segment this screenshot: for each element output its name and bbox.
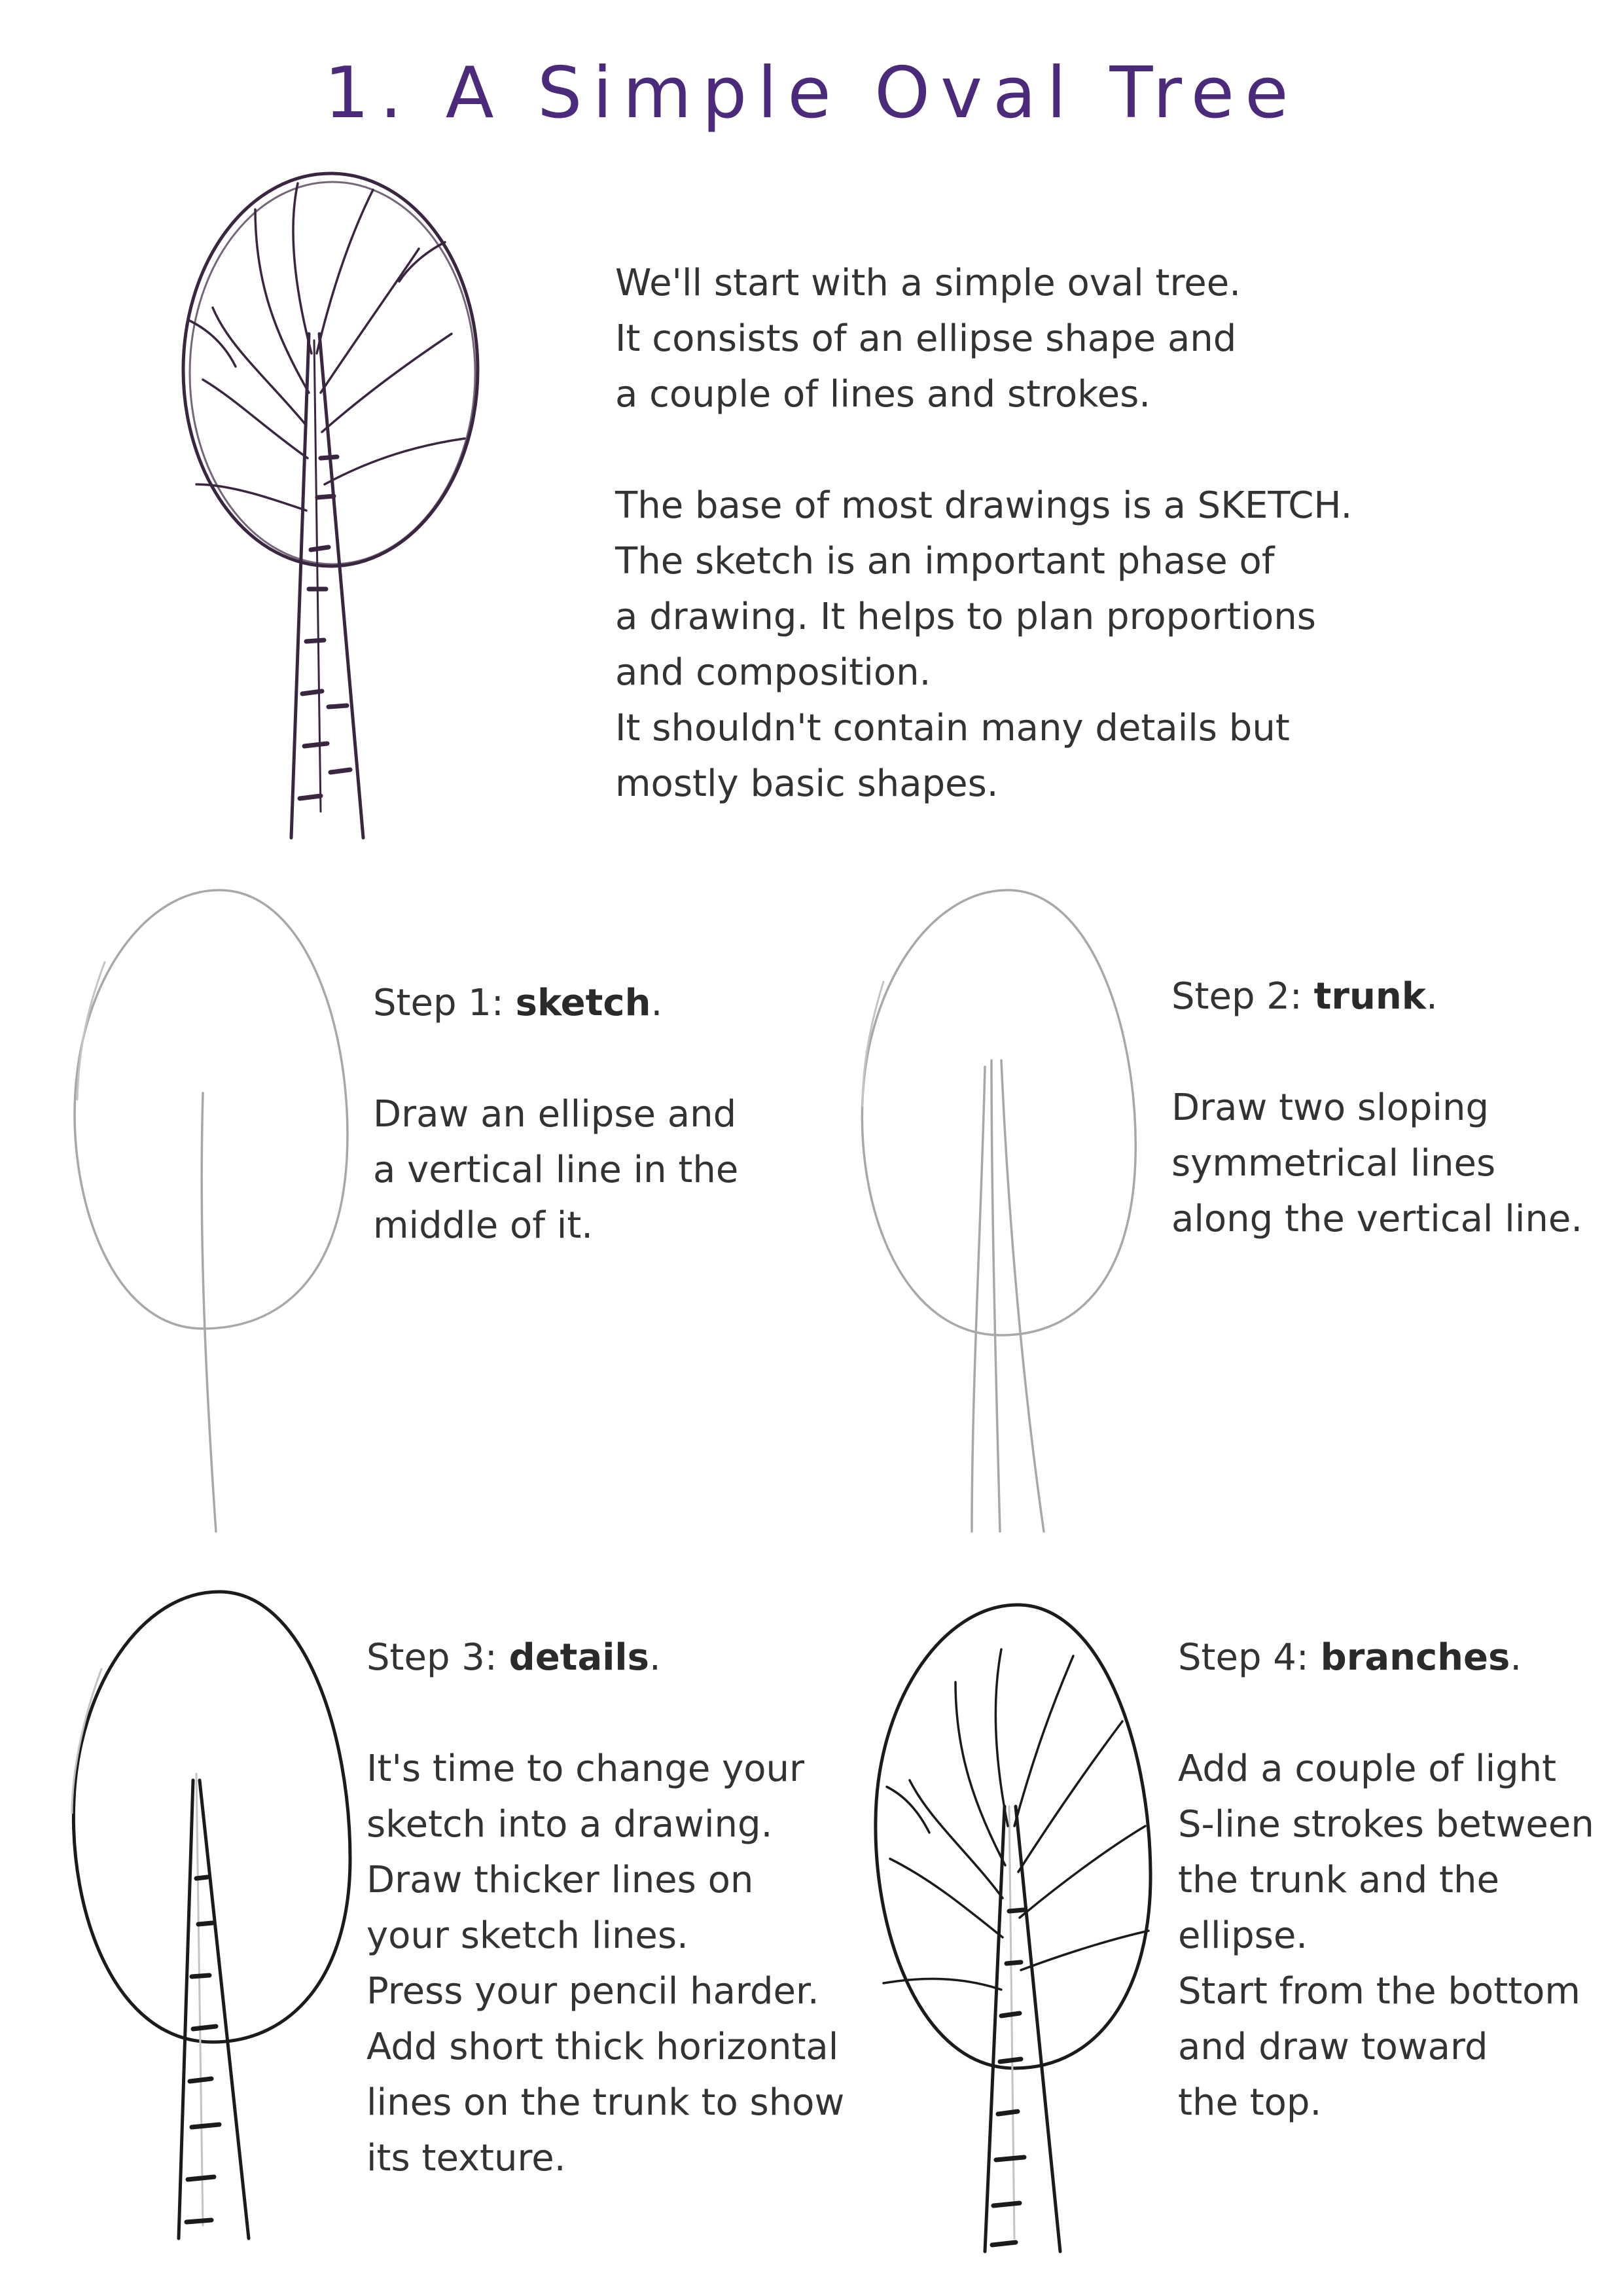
step-line: along the vertical line.: [1171, 1198, 1583, 1240]
intro-text: [615, 255, 1352, 812]
step-name: details: [508, 1636, 649, 1679]
step-line: Draw an ellipse and: [373, 1093, 737, 1136]
intro-line: a drawing. It helps to plan proportions: [615, 596, 1316, 638]
step-line: symmetrical lines: [1171, 1142, 1496, 1185]
step-line: the top.: [1178, 2081, 1322, 2124]
step-prefix: Step 3:: [366, 1636, 509, 1679]
intro-line: The sketch is an important phase of: [615, 540, 1275, 583]
step-line: lines on the trunk to show: [366, 2081, 845, 2124]
step1-text: [373, 975, 738, 1253]
step3-details-illustration: [62, 1584, 363, 2245]
step2-heading: [1171, 969, 1582, 1024]
intro-line: The base of most drawings is a SKETCH.: [615, 484, 1353, 527]
step-line: Start from the bottom: [1178, 1970, 1580, 2013]
step-line: Draw two sloping: [1171, 1086, 1489, 1129]
intro-line: We'll start with a simple oval tree.: [615, 262, 1241, 304]
step-line: your sketch lines.: [366, 1914, 688, 1957]
step-line: its texture.: [366, 2137, 566, 2179]
step3-text: [366, 1630, 844, 2186]
step-prefix: Step 1:: [373, 982, 516, 1024]
step-name: sketch: [515, 982, 651, 1024]
step-line: and draw toward: [1178, 2026, 1488, 2068]
step-name: trunk: [1313, 975, 1426, 1018]
step1-heading: [373, 975, 738, 1031]
step2-trunk-illustration: [851, 884, 1152, 1538]
step3-heading: [366, 1630, 844, 1685]
step4-heading: [1178, 1630, 1594, 1685]
intro-line: It consists of an ellipse shape and: [615, 317, 1237, 360]
step-line: sketch into a drawing.: [366, 1803, 773, 1846]
step-line: Draw thicker lines on: [366, 1859, 754, 1901]
step4-branches-illustration: [864, 1597, 1165, 2258]
step-line: Add short thick horizontal: [366, 2026, 839, 2068]
step-suffix: .: [651, 982, 663, 1024]
intro-line: It shouldn't contain many details but: [615, 707, 1290, 749]
finished-tree-illustration: [157, 118, 510, 851]
step-line: a vertical line in the: [373, 1149, 739, 1191]
step-name: branches: [1320, 1636, 1510, 1679]
intro-line: mostly basic shapes.: [615, 762, 999, 805]
step-line: It's time to change your: [366, 1748, 804, 1790]
step1-sketch-illustration: [65, 884, 366, 1538]
intro-line: and composition.: [615, 651, 931, 694]
step-line: Add a couple of light: [1178, 1748, 1557, 1790]
step-prefix: Step 2:: [1171, 975, 1314, 1018]
step-suffix: .: [1425, 975, 1438, 1018]
step-line: S-line strokes between: [1178, 1803, 1594, 1846]
step2-text: [1171, 969, 1582, 1247]
step-line: middle of it.: [373, 1204, 594, 1247]
page-title: 1. A Simple Oval Tree: [324, 52, 1299, 134]
step-suffix: .: [649, 1636, 661, 1679]
step-suffix: .: [1510, 1636, 1522, 1679]
step-line: Press your pencil harder.: [366, 1970, 819, 2013]
step-line: the trunk and the: [1178, 1859, 1499, 1901]
step4-text: [1178, 1630, 1594, 2130]
step-line: ellipse.: [1178, 1914, 1308, 1957]
step-prefix: Step 4:: [1178, 1636, 1321, 1679]
intro-line: a couple of lines and strokes.: [615, 373, 1151, 416]
